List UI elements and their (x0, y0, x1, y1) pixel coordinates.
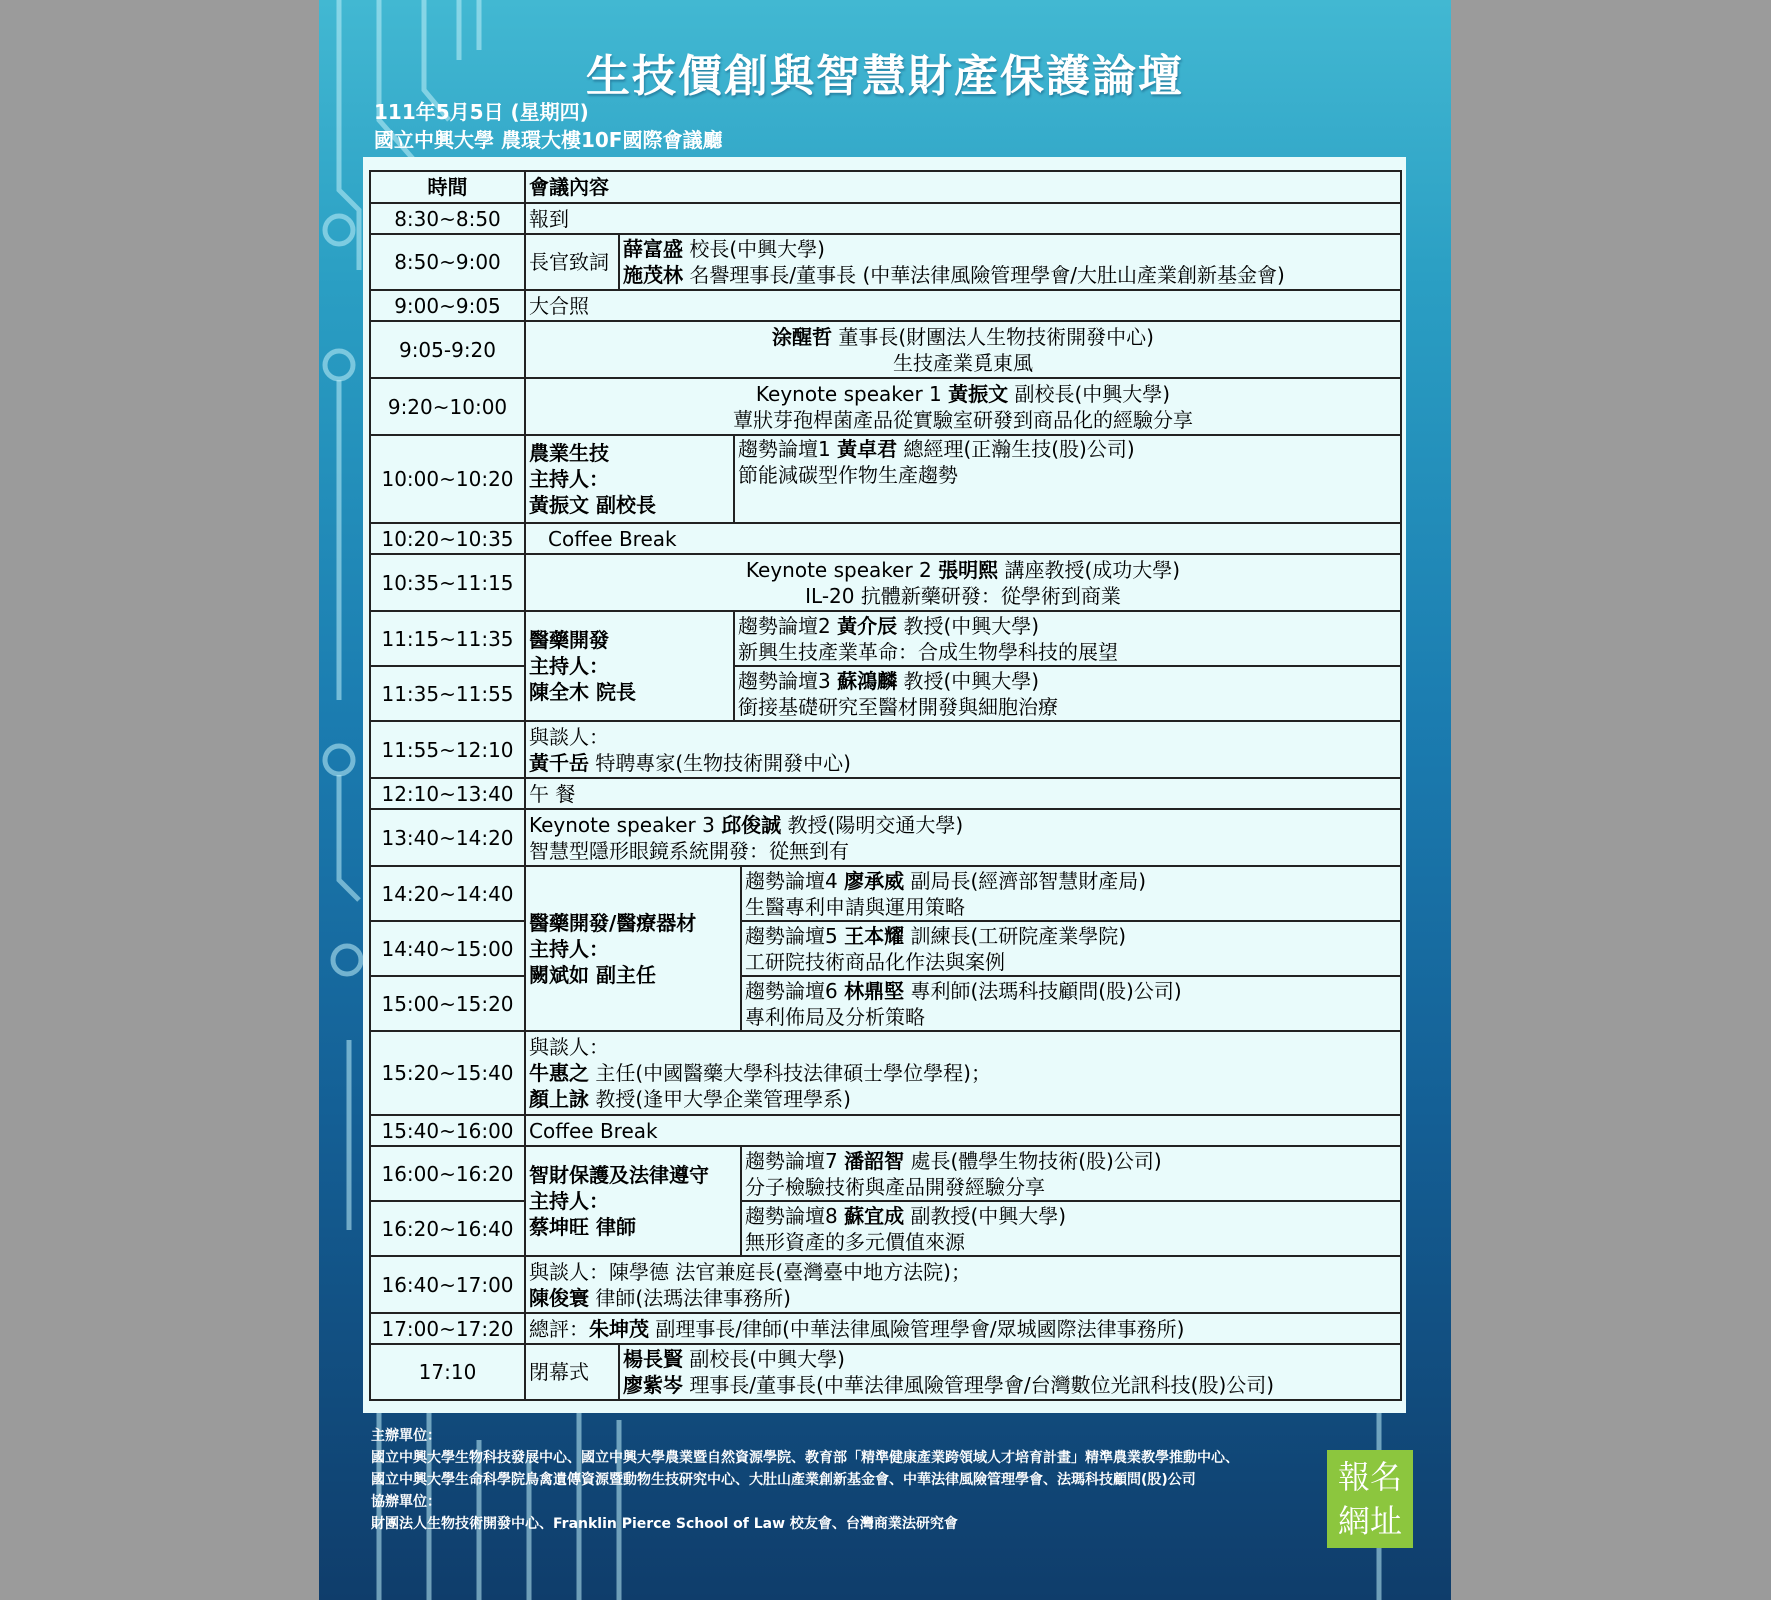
row-content (734, 435, 1401, 523)
speaker-name: 薛富盛 (623, 237, 683, 261)
registration-link-button[interactable] (1327, 1450, 1413, 1548)
speaker-title: 副教授(中興大學) (904, 1203, 1067, 1228)
session-name: 智財保護及法律遵守 (529, 1163, 709, 1187)
host-label: 主持人： (529, 1189, 609, 1213)
speaker-name: 牛惠之 (529, 1061, 589, 1085)
speaker-title: 總經理(正瀚生技(股)公司) (897, 437, 1135, 461)
row-content (525, 1313, 1401, 1344)
row-content (525, 1256, 1401, 1313)
speaker-title: 講座教授(成功大學) (998, 557, 1181, 582)
row-content (741, 866, 1401, 921)
row-content: 午 餐 (525, 778, 1401, 809)
talk-topic: IL-20 抗體新藥研發：從學術到商業 (805, 583, 1121, 608)
row-time: 10:00~10:20 (370, 435, 525, 523)
speaker-name: 朱坤茂 (589, 1316, 649, 1341)
talk-prefix: 趨勢論壇6 (745, 978, 845, 1003)
row-content (525, 321, 1401, 378)
speaker-name: 黃卓君 (837, 437, 898, 461)
host-label: 主持人： (529, 654, 609, 678)
talk-prefix: 趨勢論壇8 (745, 1203, 845, 1228)
row-time: 16:00~16:20 (370, 1146, 525, 1201)
speaker-name: 黃介辰 (837, 613, 898, 638)
row-content (525, 554, 1401, 611)
table-row (370, 976, 1401, 1031)
row-content: 大合照 (525, 290, 1401, 321)
row-time: 15:20~15:40 (370, 1031, 525, 1115)
row-content (619, 234, 1401, 290)
table-row (370, 523, 1401, 554)
host-name: 黃振文 副校長 (529, 493, 656, 517)
speaker-name: 涂醒哲 (772, 324, 833, 349)
row-content (734, 611, 1401, 666)
talk-prefix: 趨勢論壇5 (745, 923, 845, 948)
poster (319, 0, 1451, 1600)
row-content (741, 1201, 1401, 1256)
table-row (370, 1344, 1401, 1400)
row-content (525, 378, 1401, 435)
speaker-name: 王本耀 (844, 923, 905, 948)
session-block (525, 611, 734, 721)
speaker-name: 黃千岳 (529, 750, 589, 775)
row-content: Coffee Break (525, 523, 1401, 554)
column-header-time: 時間 (370, 171, 525, 203)
speaker-title: 教授(陽明交通大學) (781, 812, 964, 837)
row-time: 14:40~15:00 (370, 921, 525, 976)
speaker-name: 施茂林 (623, 263, 683, 287)
talk-prefix: 總評： (529, 1316, 589, 1341)
event-venue: 國立中興大學 農環大樓10F國際會議廳 (374, 128, 723, 152)
row-time: 10:20~10:35 (370, 523, 525, 554)
table-row (370, 778, 1401, 809)
table-row (370, 1031, 1401, 1115)
talk-prefix: Keynote speaker 2 (745, 557, 939, 582)
speaker-title: 理事長/董事長(中華法律風險管理學會/台灣數位光訊科技(股)公司) (683, 1373, 1275, 1397)
page-title: 生技價創與智慧財產保護論壇 (586, 51, 1184, 102)
table-row (370, 866, 1401, 921)
talk-topic: 工研院技術商品化作法與案例 (745, 949, 1005, 974)
panel-line: 與談人：陳學德 法官兼庭長(臺灣臺中地方法院)； (529, 1259, 971, 1284)
row-time: 16:40~17:00 (370, 1256, 525, 1313)
speaker-name: 楊長賢 (623, 1347, 683, 1371)
panel-label: 與談人： (529, 1035, 609, 1059)
speaker-name: 潘韶智 (844, 1148, 905, 1173)
session-name: 農業生技 (529, 441, 609, 465)
row-content (741, 1146, 1401, 1201)
panel-label: 與談人： (529, 724, 609, 749)
organizer-label: 主辦單位： (371, 1428, 441, 1444)
talk-prefix: Keynote speaker 3 (529, 812, 722, 837)
host-name: 蔡坤旺 律師 (529, 1215, 636, 1239)
speaker-title: 特聘專家(生物技術開發中心) (589, 750, 851, 775)
row-time: 9:00~9:05 (370, 290, 525, 321)
row-time: 17:00~17:20 (370, 1313, 525, 1344)
table-row (370, 611, 1401, 666)
talk-topic: 智慧型隱形眼鏡系統開發：從無到有 (529, 838, 849, 863)
row-time: 11:35~11:55 (370, 666, 525, 721)
speaker-name: 陳俊寰 (529, 1285, 589, 1310)
row-content (525, 809, 1401, 866)
row-time: 16:20~16:40 (370, 1201, 525, 1256)
table-row (370, 435, 1401, 523)
row-content (619, 1344, 1401, 1400)
speaker-name: 顏上詠 (529, 1087, 589, 1111)
speaker-title: 副校長(中興大學) (1008, 381, 1171, 406)
talk-topic: 蕈狀芽孢桿菌產品從實驗室研發到商品化的經驗分享 (733, 407, 1193, 432)
talk-topic: 新興生技產業革命：合成生物學科技的展望 (738, 639, 1118, 664)
organizer-line: 國立中興大學生物科技發展中心、國立中興大學農業暨自然資源學院、教育部「精準健康產業跨領域人才培育計畫」精準農業教學推動中心、 (371, 1450, 1239, 1466)
co-organizer-line: 財團法人生物技術開發中心、Franklin Pierce School of Law 校友會、台灣商業法研究會 (371, 1516, 958, 1532)
table-row (370, 1313, 1401, 1344)
co-organizer-label: 協辦單位： (371, 1494, 441, 1510)
speaker-title: 副理事長/律師(中華法律風險管理學會/眾城國際法律事務所) (649, 1316, 1185, 1341)
speaker-name: 張明熙 (938, 557, 999, 582)
host-name: 闕斌如 副主任 (529, 962, 656, 987)
row-content (525, 721, 1401, 778)
speaker-title: 校長(中興大學) (683, 237, 825, 261)
speaker-title: 專利師(法瑪科技顧問(股)公司) (904, 978, 1182, 1003)
speaker-name: 廖紫岑 (623, 1373, 683, 1397)
row-time: 12:10~13:40 (370, 778, 525, 809)
row-time: 9:05-9:20 (370, 321, 525, 378)
row-time: 11:55~12:10 (370, 721, 525, 778)
table-row (370, 203, 1401, 234)
host-label: 主持人： (529, 936, 609, 961)
session-name: 醫藥開發 (529, 628, 609, 652)
speaker-title: 訓練長(工研院產業學院) (904, 923, 1127, 948)
table-row (370, 234, 1401, 290)
speaker-title: 董事長(財團法人生物技術開發中心) (832, 324, 1154, 349)
row-time: 15:40~16:00 (370, 1115, 525, 1146)
row-time: 17:10 (370, 1344, 525, 1400)
speaker-name: 蘇宜成 (844, 1203, 905, 1228)
table-row (370, 809, 1401, 866)
table-row (370, 321, 1401, 378)
speaker-name: 黃振文 (948, 381, 1009, 406)
speaker-title: 副校長(中興大學) (683, 1347, 845, 1371)
talk-topic: 節能減碳型作物生產趨勢 (738, 463, 958, 487)
talk-prefix: 趨勢論壇2 (738, 613, 838, 638)
table-row (370, 1201, 1401, 1256)
speaker-name: 邱俊誠 (721, 812, 782, 837)
row-label: 閉幕式 (525, 1344, 619, 1400)
speaker-title: 副局長(經濟部智慧財產局) (904, 868, 1147, 893)
talk-topic: 生技產業覓東風 (893, 350, 1033, 375)
table-row (370, 1256, 1401, 1313)
schedule-table (369, 170, 1402, 1401)
table-header-row (370, 171, 1401, 203)
row-label: 長官致詞 (525, 234, 619, 290)
talk-prefix: 趨勢論壇7 (745, 1148, 845, 1173)
row-time: 11:15~11:35 (370, 611, 525, 666)
host-label: 主持人： (529, 467, 609, 491)
talk-prefix: 趨勢論壇3 (738, 668, 838, 693)
row-content (525, 1031, 1401, 1115)
speaker-name: 蘇鴻麟 (837, 668, 898, 693)
table-row (370, 378, 1401, 435)
talk-prefix: 趨勢論壇1 (738, 437, 838, 461)
table-row (370, 290, 1401, 321)
session-block (525, 1146, 741, 1256)
talk-topic: 生醫專利申請與運用策略 (745, 894, 965, 919)
speaker-title: 處長(體學生物技術(股)公司) (904, 1148, 1162, 1173)
talk-topic: 專利佈局及分析策略 (745, 1004, 925, 1029)
talk-prefix: 趨勢論壇4 (745, 868, 845, 893)
row-time: 10:35~11:15 (370, 554, 525, 611)
table-row (370, 721, 1401, 778)
event-date: 111年5月5日 (星期四) (374, 100, 589, 124)
organizer-line: 國立中興大學生命科學院鳥禽遺傳資源暨動物生技研究中心、大肚山產業創新基金會、中華法律風險管理學會、法瑪科技顧問(股)公司 (371, 1472, 1196, 1488)
speaker-title: 教授(逢甲大學企業管理學系) (589, 1087, 851, 1111)
row-time: 8:30~8:50 (370, 203, 525, 234)
row-time: 13:40~14:20 (370, 809, 525, 866)
talk-prefix: Keynote speaker 1 (755, 381, 949, 406)
speaker-title: 主任(中國醫藥大學科技法律碩士學位學程)； (589, 1061, 991, 1085)
row-content (734, 666, 1401, 721)
row-time: 14:20~14:40 (370, 866, 525, 921)
row-content (741, 976, 1401, 1031)
table-row (370, 554, 1401, 611)
talk-topic: 分子檢驗技術與產品開發經驗分享 (745, 1174, 1045, 1199)
speaker-name: 林鼎堅 (844, 978, 905, 1003)
speaker-title: 教授(中興大學) (897, 613, 1040, 638)
row-content (741, 921, 1401, 976)
row-time: 15:00~15:20 (370, 976, 525, 1031)
sponsor-block (371, 1425, 1371, 1535)
table-row (370, 1115, 1401, 1146)
registration-label-line1: 報名 (1337, 1458, 1402, 1496)
table-row (370, 921, 1401, 976)
talk-topic: 銜接基礎研究至醫材開發與細胞治療 (738, 694, 1058, 719)
row-time: 8:50~9:00 (370, 234, 525, 290)
session-name: 醫藥開發/醫療器材 (529, 910, 697, 935)
speaker-title: 教授(中興大學) (897, 668, 1040, 693)
row-content: Coffee Break (525, 1115, 1401, 1146)
registration-label-line2: 網址 (1337, 1502, 1402, 1540)
session-block (525, 435, 734, 523)
table-row (370, 666, 1401, 721)
row-content: 報到 (525, 203, 1401, 234)
column-header-content: 會議內容 (525, 171, 1401, 203)
speaker-title: 律師(法瑪法律事務所) (589, 1285, 791, 1310)
host-name: 陳全木 院長 (529, 680, 636, 704)
row-time: 9:20~10:00 (370, 378, 525, 435)
talk-topic: 無形資產的多元價值來源 (745, 1229, 965, 1254)
speaker-name: 廖承威 (844, 868, 905, 893)
table-row (370, 1146, 1401, 1201)
speaker-title: 名譽理事長/董事長 (中華法律風險管理學會/大肚山產業創新基金會) (683, 263, 1285, 287)
session-block (525, 866, 741, 1031)
